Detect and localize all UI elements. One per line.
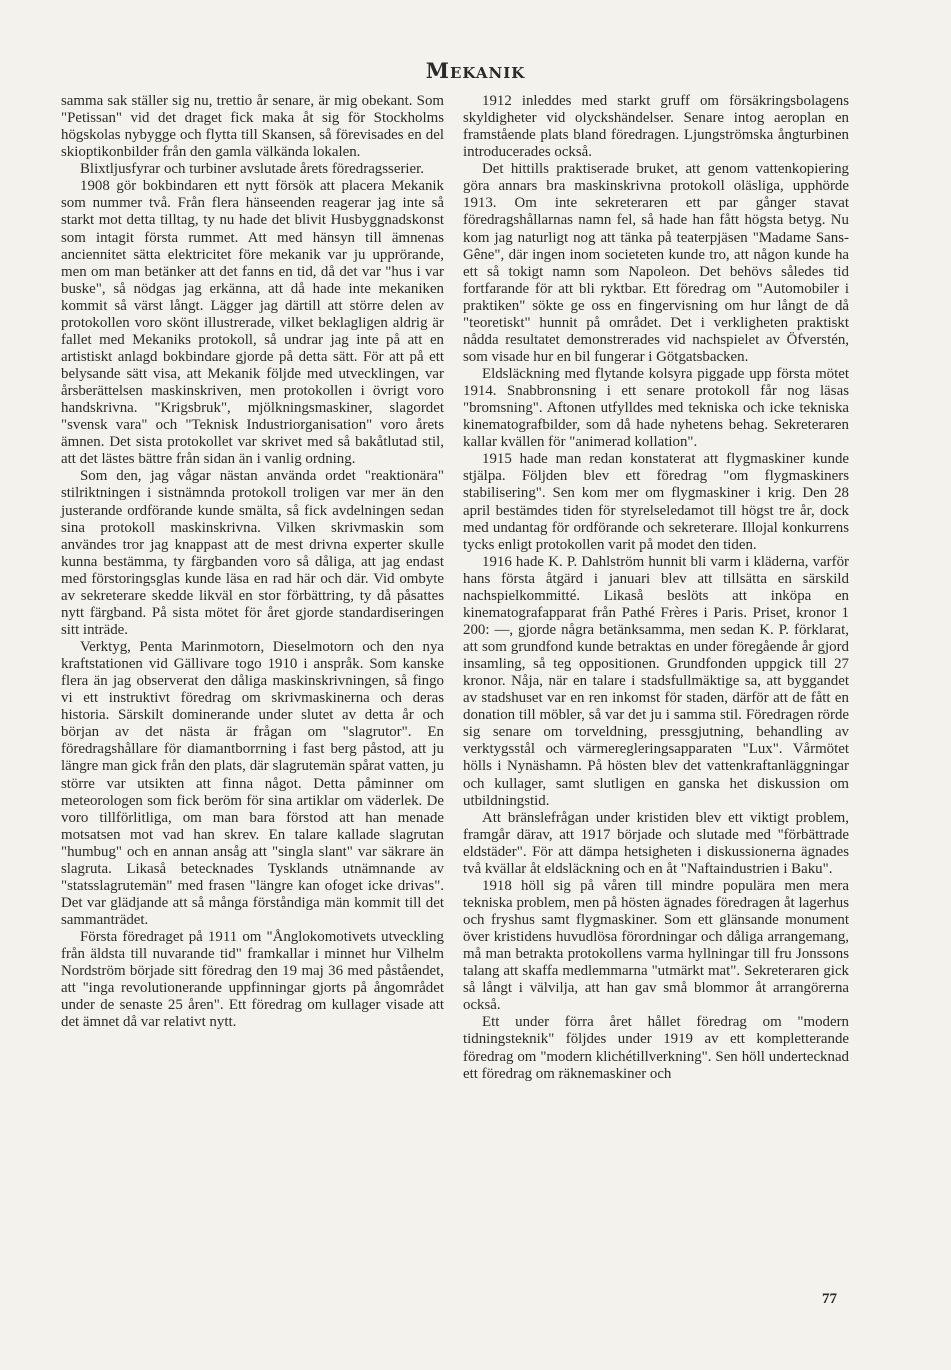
- page-number: 77: [822, 1291, 837, 1307]
- paragraph: samma sak ställer sig nu, trettio år senare, är mig obekant. Som "Petissan" vid det draget fick maka åt sig för Stockholms högskolas nybygge och flytta till Skansen, så förevisades en del skioptikonbilder från den gamla välkända lokalen.: [61, 93, 444, 161]
- paragraph: 1915 hade man redan konstaterat att flygmaskiner kunde stjälpa. Följden blev ett föredrag "om flygmaskiners stabilisering". Sen kom mer om flygmaskiner i krig. Den 28 april bestämdes tiden för styrelseledamot till högst tre år, dock med undantag för ordförande och sekreterare. Illojal konkurrens tycks enligt protokollen varit på modet den tiden.: [463, 451, 849, 553]
- paragraph: Att bränslefrågan under kristiden blev ett viktigt problem, framgår därav, att 1917 började och slutade med "förbättrade eldstäder". För att dämpa hetsigheten i diskussionerna ägnades två kvällar åt eldsläckning och en åt "Naftaindustrien i Baku".: [463, 809, 849, 877]
- paragraph: Det hittills praktiserade bruket, att genom vattenkopiering göra annars bra maskinskrivna protokoll oläsliga, upphörde 1913. Om inte sekreteraren ett par gånger stavat föredragshållarnas namn fel, så hade han fått högsta betyg. Nu kom jag naturligt nog att tänka på teaterpjäsen "Madame Sans-Gêne", där ingen inom societeten kunde tro, att någon kunde ha ett så tokigt namn som Napoleon. Det behövs således tid fortfarande för att bli ryktbar. Ett föredrag om "Automobiler i praktiken" sökte ge oss en fingervisning om hur långt de då "teoretiskt" hunnit på området. Det i verkligheten praktiskt nådda resultatet demonstrerades vid nachspielet av Öfverstén, som visade hur en bil fungerar i Götgatsbacken.: [463, 161, 849, 365]
- paragraph: Eldsläckning med flytande kolsyra piggade upp första mötet 1914. Snabbronsning i ett senare protokoll får nog läsas "bromsning". Aftonen utfylldes med tekniska och icke tekniska kinematografbilder, som då hade nyhetens behag. Sekreteraren kallar kvällen för "animerad kollation".: [463, 366, 849, 451]
- paragraph: 1918 höll sig på våren till mindre populära men mera tekniska problem, men på hösten ägnades föredragen åt lagerhus och fryshus samt flygmaskiner. Som ett glänsande monument över kristidens huvudlösa förordningar och dåliga arrangemang, må man betrakta protokollens varma hyllningar till fru Jonssons talang att skaffa medlemmarna "utmärkt mat". Sekreteraren gick så långt i välvilja, att han gav små blommor åt arrangörerna också.: [463, 877, 849, 1014]
- paragraph: Verktyg, Penta Marinmotorn, Dieselmotorn och den nya kraftstationen vid Gällivare togo 1910 i anspråk. Som kanske flera än jag observerat den dåliga maskinskrivningen, så fingo vi ett instruktivt föredrag om skrivmaskinerna och deras historia. Särskilt dominerande under slutet av detta år och början av det nästa är frågan om "slagrutor". En föredragshållare för diamantborrning i fast berg påstod, att ju längre man gick från den plats, där slagrutemän spårat vatten, ju större var utsikten att finna något. Detta påminner om meteorologen som fick beröm för sina artiklar om väderlek. De voro tillförlitliga, om man bara förstod att han menade motsatsen mot vad han skrev. En talare kallade slagrutan "humbug" och en annan ansåg att "singla slant" var säkrare än slagruta. Likaså betecknades Tysklands utnämnande av "statsslagrutemän" med frasen "längre kan ofoget icke drivas". Det var glädjande att så många förståndiga män kommit till det sammanträdet.: [61, 639, 444, 928]
- right-column: [463, 93, 849, 1083]
- paragraph: Första föredraget på 1911 om "Ånglokomotivets utveckling från äldsta till nuvarande tid" framkallar i minnet hur Vilhelm Nordström började sitt föredrag den 19 maj 36 med påståendet, att "inga revolutionerande uppfinningar gjorts på ångområdet under de senaste 25 åren". Ett föredrag om kullager visade att det ämnet då var relativt nytt.: [61, 929, 444, 1031]
- paragraph: Som den, jag vågar nästan använda ordet "reaktionära" stilriktningen i sistnämnda protokoll troligen var mer än den justerande ordförande kunde smälta, så fick avdelningen sedan sina protokoll maskinskrivna. Vilken skrivmaskin som användes tror jag knappast att de mest drivna experter skulle kunna bestämma, ty färgbanden voro så dåliga, att jag endast med förstoringsglas kunde läsa en rad här och där. Vid ombyte av sekreterare skedde likväl en stor förbättring, ty då påsattes nytt färgband. På sista mötet för året gjorde standardiseringen sitt inträde.: [61, 468, 444, 638]
- paragraph: Blixtljusfyrar och turbiner avslutade årets föredragsserier.: [80, 161, 425, 178]
- paragraph: 1916 hade K. P. Dahlström hunnit bli varm i kläderna, varför hans första åtgärd i januari blev att tillsätta en särskild nachspielkommitté. Likaså beslöts att inköpa en kinematografapparat från Pathé Frères i Paris. Priset, kronor 1 200: —, gjorde några betänksamma, men sedan K. P. förklarat, att som grundfond kunde betraktas en under föregående år gjord insamling, så teg oppositionen. Grundfonden uppgick till 27 kronor. Nåja, när en talare i stadsfullmäktige sa, att byggandet av stadshuset var en ren inkomst för staden, därför att de fått en donation till möbler, så var det ju i samma stil. Föredragen rörde sig senare om torveldning, pressgjutning, behandling av verktygsstål och värmeregleringsapparaten "Lux". Vårmötet hölls i Nynäshamn. På hösten blev det vattenkraftanläggningar och kullager, samt slutligen en ganska het diskussion om utbildningstid.: [463, 553, 849, 809]
- paragraph: Ett under förra året hållet föredrag om "modern tidningsteknik" följdes under 1919 av ett kompletterande föredrag om "modern klichétillverkning". Sen höll undertecknad ett föredrag om räknemaskiner och: [463, 1014, 849, 1082]
- paragraph: 1908 gör bokbindaren ett nytt försök att placera Mekanik som nummer två. Från flera hänseenden reagerar jag inte så starkt mot detta tilltag, ty nu hade det blivit Husbyggnadskonst som intagit första rummet. Att med hänsyn till ämnenas anciennitet sätta elektricitet före mekanik var ju upprörande, men om man betänker att det fanns en tid, då det var "hus i var buske", så nödgas jag erkänna, att då hade inte mekaniken kommit så värst långt. Lägger jag därtill att större delen av protokollen voro skönt illustrerade, vilket beklagligen aldrig är fallet med Mekaniks protokoll, så undrar jag inte på att en artistiskt anlagd bokbindare gjorde på detta sätt. För att på ett belysande sätt visa, att Mekanik följde med utvecklingen, var årsberättelsen maskinskriven, men protokollen i övrigt voro handskrivna. "Krigsbruk", mjölkningsmaskiner, slagordet "svensk vara" och "Teknisk Industriorganisation" voro årets ämnen. Det sista protokollet var skrivet med så bakåtlutad stil, att det lästes bättre från sidan än i vanlig ordning.: [61, 178, 444, 468]
- page-title: Mekanik: [425, 58, 526, 83]
- left-column: [61, 93, 444, 1031]
- paragraph: 1912 inleddes med starkt gruff om försäkringsbolagens skyldigheter vid olyckshändelser. Senare intog aeroplan en framstående plats bland föredragen. Ljungströmska ångturbinen introducerades också.: [463, 93, 849, 161]
